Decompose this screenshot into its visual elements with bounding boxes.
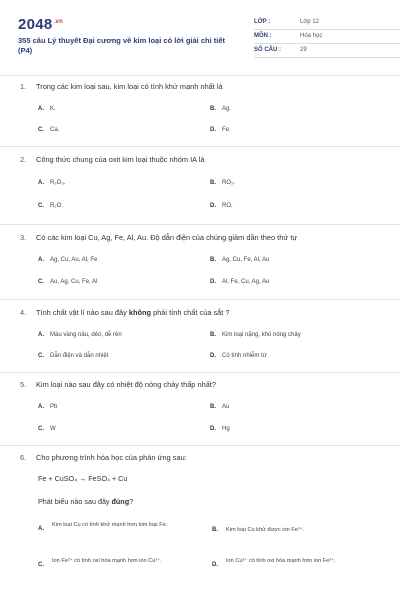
question-number: 6. xyxy=(20,453,27,462)
question-1-text xyxy=(20,82,223,91)
q3-option-c[interactable]: C. Au, Ag, Cu, Fe, Al xyxy=(38,279,98,285)
header-divider xyxy=(0,75,400,76)
meta-label: LỚP : xyxy=(254,19,271,25)
question-stem: Kim loại nào sau đây có nhiệt độ nóng chảy thấp nhất? xyxy=(36,380,216,389)
question-number: 5. xyxy=(20,380,27,389)
q4-option-c[interactable]: C. Dẫn điện và dẫn nhiệt xyxy=(38,353,109,359)
question-4-text xyxy=(20,308,230,317)
q5-option-d[interactable]: D. Hg xyxy=(210,426,230,432)
q1-option-c[interactable]: C. Ca. xyxy=(38,127,60,133)
question-stem: Công thức chung của oxit kim loại thuộc nhóm IA là xyxy=(36,155,205,164)
q3-option-a[interactable]: A. Ag, Cu, Au, Al, Fe xyxy=(38,257,98,263)
question-divider xyxy=(0,299,400,300)
q3-option-d[interactable]: D. Al, Fe, Cu, Ag, Au xyxy=(210,279,270,285)
q2-option-d[interactable]: D. RO. xyxy=(210,203,233,209)
question-number: 1. xyxy=(20,82,27,91)
logo-suffix: .vn xyxy=(53,19,64,25)
site-logo[interactable] xyxy=(18,16,63,33)
q1-option-b[interactable]: B. Ag. xyxy=(210,106,232,112)
q2-option-a[interactable]: A. R₂O₃. xyxy=(38,180,66,186)
document-title: 355 câu Lý thuyết Đại cương về kim loại có lời giải chi tiết (P4) xyxy=(18,36,225,55)
q6-option-c[interactable]: C. Ion Fe²⁺ có tính oxi hóa mạnh hơn ion Cu²⁺. xyxy=(38,558,162,568)
meta-row-count xyxy=(254,44,400,58)
meta-label: MÔN : xyxy=(254,33,272,39)
question-sub-prompt: Phát biểu nào sau đây đúng? xyxy=(38,497,134,506)
question-divider xyxy=(0,372,400,373)
question-stem: Cho phương trình hóa học của phản ứng sau: xyxy=(36,453,187,462)
q6-option-b[interactable]: B. Kim loại Cu khử được ion Fe²⁺. xyxy=(212,527,305,533)
logo-main: 2048 xyxy=(18,16,53,33)
question-stem: Tính chất vật lí nào sau đây xyxy=(36,308,129,317)
question-stem: Trong các kim loại sau, kim loại có tính khử mạnh nhất là xyxy=(36,82,223,91)
question-5-text xyxy=(20,380,216,389)
q6-option-a[interactable]: A. Kim loại Cu có tính khử mạnh hơn kim loại Fe. xyxy=(38,522,168,532)
meta-row-class xyxy=(254,16,400,30)
q2-option-c[interactable]: C. R₂O. xyxy=(38,203,63,209)
question-emphasis: đúng xyxy=(111,497,130,506)
question-number: 2. xyxy=(20,155,27,164)
question-divider xyxy=(0,224,400,225)
q2-option-b[interactable]: B. RO₂. xyxy=(210,180,235,186)
q1-option-d[interactable]: D. Fe. xyxy=(210,127,231,133)
meta-value: 29 xyxy=(300,47,307,53)
meta-value: Hóa học xyxy=(300,33,323,39)
question-stem-end: phải tính chất của sắt ? xyxy=(151,308,230,317)
q4-option-b[interactable]: B. Kim loại nặng, khó nóng chảy xyxy=(210,332,301,338)
q1-option-a[interactable]: A. K. xyxy=(38,106,56,112)
q4-option-d[interactable]: D. Có tính nhiễm từ xyxy=(210,353,267,359)
question-3-text xyxy=(20,233,297,242)
question-divider xyxy=(0,445,400,446)
q6-option-d[interactable]: D. Ion Cu²⁺ có tính oxi hóa mạnh hơn ion Fe²⁺. xyxy=(212,558,336,568)
meta-row-subject xyxy=(254,30,400,44)
q5-option-c[interactable]: C. W xyxy=(38,426,56,432)
question-stem: Có các kim loại Cu, Ag, Fe, Al, Au. Độ dẫn điện của chúng giảm dần theo thứ tự xyxy=(36,233,298,242)
q3-option-b[interactable]: B. Ag, Cu, Fe, Al, Au xyxy=(210,257,270,263)
q5-option-a[interactable]: A. Pb xyxy=(38,404,58,410)
question-number: 4. xyxy=(20,308,27,317)
meta-value: Lớp 12 xyxy=(300,19,319,25)
q5-option-b[interactable]: B. Au xyxy=(210,404,230,410)
document-header xyxy=(18,14,386,66)
q4-option-a[interactable]: A. Màu vàng nâu, dẻo, dễ rèn xyxy=(38,332,122,338)
question-divider xyxy=(0,146,400,147)
question-2-text xyxy=(20,155,204,164)
chemical-equation: Fe + CuSO₄ → FeSO₄ + Cu xyxy=(38,474,128,483)
question-6-text xyxy=(20,453,187,462)
meta-label: SỐ CÂU : xyxy=(254,47,281,53)
question-emphasis: không xyxy=(128,308,152,317)
meta-info xyxy=(254,16,400,58)
question-number: 3. xyxy=(20,233,27,242)
